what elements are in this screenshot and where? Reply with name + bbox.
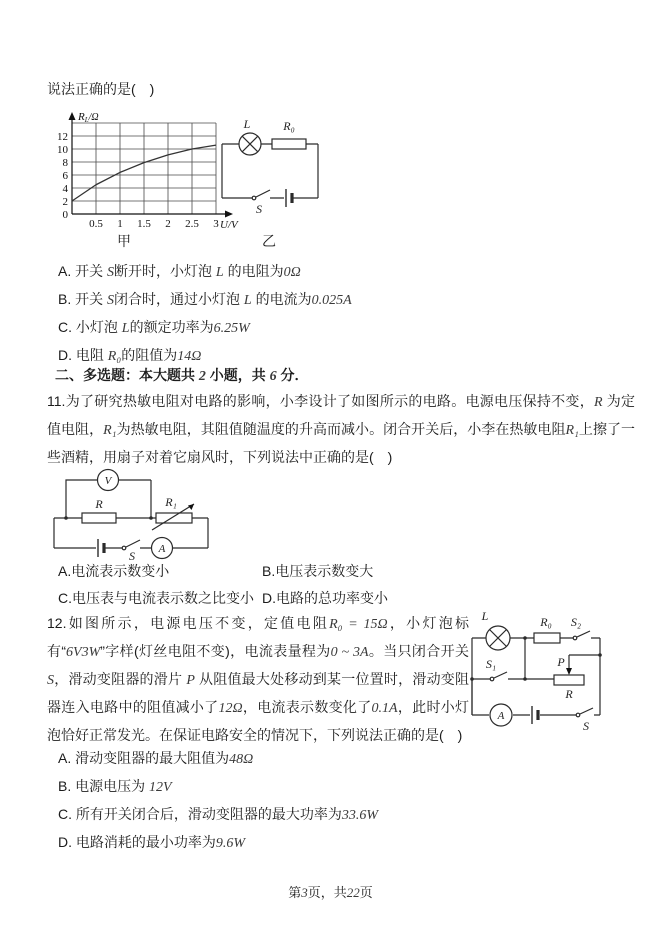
switch-s1-label: S₁ xyxy=(485,657,497,671)
lamp-label: L xyxy=(243,118,251,131)
slider-arrow xyxy=(566,668,572,675)
svg-text:10: 10 xyxy=(57,144,68,156)
resistor-r0 xyxy=(534,633,560,643)
svg-text:8: 8 xyxy=(62,157,68,169)
resistor-label: R₀ xyxy=(540,615,552,629)
svg-text:2: 2 xyxy=(62,196,68,208)
page-footer: 第3页，共22页 xyxy=(288,885,373,900)
circuit-diagram-q11 xyxy=(46,466,216,561)
option-d: D. 电路消耗的最小功率为9.6W xyxy=(58,834,246,851)
thermistor-label: R₁ xyxy=(165,495,177,509)
switch-s1-blade xyxy=(494,672,507,678)
switch-s-pivot xyxy=(576,713,580,717)
svg-text:1: 1 xyxy=(117,218,123,230)
rheostat-label: R xyxy=(565,687,573,701)
svg-text:3: 3 xyxy=(213,218,219,230)
option-c: C.电压表与电流表示数之比变小 xyxy=(58,590,254,606)
question12-options xyxy=(58,749,378,861)
lamp-label: L xyxy=(481,609,489,623)
svg-text:V: V xyxy=(104,475,112,487)
option-a: A. 滑动变阻器的最大阻值为48Ω xyxy=(58,750,254,767)
svg-text:4: 4 xyxy=(62,183,68,195)
option-b: B.电压表示数变大 xyxy=(262,563,374,579)
switch-s2-blade xyxy=(577,631,590,637)
svg-text:12: 12 xyxy=(57,131,68,143)
figure-label-yi: 乙 xyxy=(262,233,276,249)
resistor-label: R₀ xyxy=(283,119,295,133)
option-c: C. 小灯泡 L的额定功率为6.25W xyxy=(58,319,250,336)
resistor-r0 xyxy=(272,139,306,149)
svg-text:0.5: 0.5 xyxy=(89,218,103,230)
option-d: D.电路的总功率变小 xyxy=(262,590,388,606)
switch-blade xyxy=(256,190,270,197)
svg-text:A: A xyxy=(497,710,505,722)
circuit-diagram-q12 xyxy=(462,600,610,740)
circuit-diagram-yi xyxy=(214,118,326,218)
slider-label: P xyxy=(557,655,565,669)
option-a: A.电流表示数变小 xyxy=(58,563,170,579)
svg-text:1.5: 1.5 xyxy=(137,218,151,230)
section-header: 二、多选题：本大题共 2 小题，共 6 分． xyxy=(55,367,309,384)
switch-label: S xyxy=(129,549,135,561)
switch-s2-label: S₂ xyxy=(570,615,582,629)
switch-label: S xyxy=(256,202,262,216)
svg-text:0: 0 xyxy=(62,209,68,221)
svg-text:2.5: 2.5 xyxy=(185,218,199,230)
switch-s1-pivot xyxy=(490,677,494,681)
option-d: D. 电阻 R₀的阻值为14Ω xyxy=(58,347,202,364)
switch-pivot xyxy=(252,196,256,200)
switch-s-blade xyxy=(580,708,593,714)
question12-text: 12.如图所示，电源电压不变，定值电阻R₀ = 15Ω，小灯泡标有“6V3W”字样(灯丝电阻不变)，电流表量程为0 ~ 3A。当只闭合开关 S，滑动变阻器的滑片 P 从阻值最大处移动到某一位置时，滑动变阻器连入电路中的阻值减小了12Ω，电流表示数变化了0.1A，此时小灯泡恰好正常发光。在保证电路安全的情况下，下列说法正确的是( ) xyxy=(47,615,470,743)
svg-text:2: 2 xyxy=(165,218,171,230)
svg-text:U/V: U/V xyxy=(220,219,238,231)
option-b: B. 开关 S闭合时，通过小灯泡 L 的电流为0.025A xyxy=(58,291,352,308)
question10-options xyxy=(58,262,352,374)
switch-s-label: S xyxy=(583,719,589,733)
svg-text:6: 6 xyxy=(62,170,68,182)
figure-label-jia: 甲 xyxy=(117,233,131,249)
thermistor-r1 xyxy=(156,513,192,523)
question11-text: 11.为了研究热敏电阻对电路的影响，小李设计了如图所示的电路。电源电压保持不变，R 为定值电阻，R₁为热敏电阻，其阻值随温度的升高而减小。闭合开关后，小李在热敏电阻R₁上擦了一些酒精，用扇子对着它扇风时，下列说法中正确的是( ) xyxy=(47,393,636,465)
svg-text:RL/Ω: RL/Ω xyxy=(78,111,99,124)
option-c: C. 所有开关闭合后，滑动变阻器的最大功率为33.6W xyxy=(58,806,379,823)
question10-intro: 说法正确的是( ) xyxy=(47,81,155,97)
resistor-label: R xyxy=(95,497,103,511)
option-a: A. 开关 S断开时，小灯泡 L 的电阻为0Ω xyxy=(58,263,301,280)
switch-pivot xyxy=(122,546,126,550)
svg-text:A: A xyxy=(158,543,166,555)
rheostat-r xyxy=(554,675,584,685)
option-b: B. 电源电压为 12V xyxy=(58,778,172,795)
resistance-voltage-graph xyxy=(46,110,242,236)
switch-s2-pivot xyxy=(573,636,577,640)
resistor-r xyxy=(82,513,116,523)
switch-blade xyxy=(126,540,140,547)
